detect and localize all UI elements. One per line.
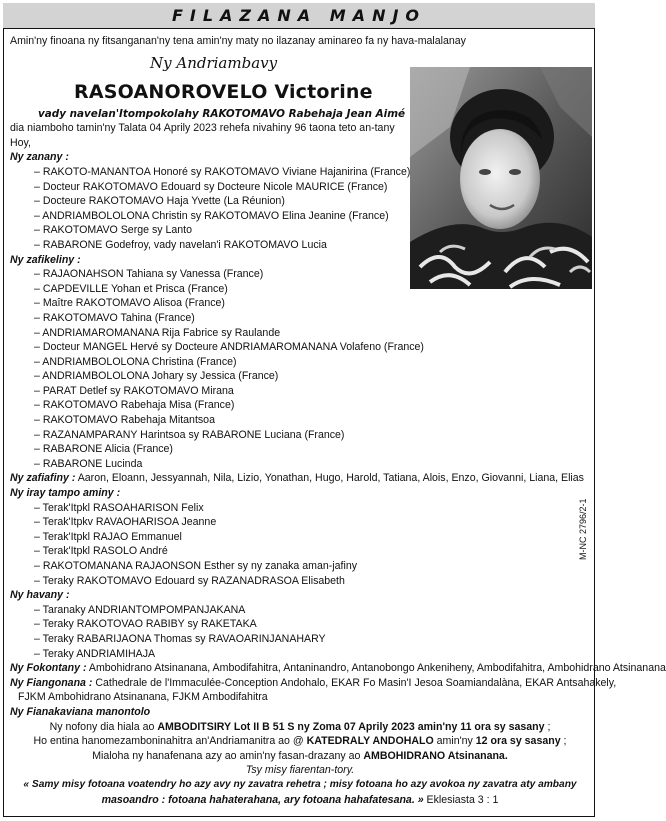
header-title: FILAZANA MANJO: [3, 3, 595, 29]
list-item: – Teraky ANDRIAMIHAJA: [10, 647, 590, 662]
notice-emphasis: KATEDRALY ANDOHALO: [306, 735, 434, 748]
list-item: – Docteur RAKOTOMAVO Edouard sy Docteure Nicole MAURICE (France): [10, 180, 590, 195]
fiangonana-label: Ny Fiangonana :: [10, 676, 93, 689]
list-item: – RAZANAMPARANY Harintsoa sy RABARONE Luciana (France): [10, 428, 590, 443]
fiangonana-text: Cathedrale de l'Immaculée-Conception Andohalo, EKAR Fo Masin'I Jesoa Soamiandalàna, EKAR Antsahakely,: [95, 676, 617, 689]
grandchildren-label: Ny zafikeliny :: [10, 253, 81, 266]
notice-emphasis: 12 ora sy sasany: [475, 735, 561, 748]
list-item: – ANDRIAMAROMANANA Rija Fabrice sy Raulande: [10, 326, 590, 341]
list-item: – RABARONE Alicia (France): [10, 442, 590, 457]
list-item: – RAKOTOMAVO Rabehaja Mitantsoa: [10, 413, 590, 428]
fokontany-line: [10, 661, 666, 676]
list-item: – ANDRIAMBOLOLONA Johary sy Jessica (France): [10, 369, 590, 384]
notice-line-2: [10, 734, 590, 749]
list-item: – RAJAONAHSON Tahiana sy Vanessa (France): [10, 267, 590, 282]
list-item: – RAKOTOMAVO Rabehaja Misa (France): [10, 398, 590, 413]
notice-text: ;: [544, 720, 551, 733]
notice-emphasis: AMBOHIDRANO Atsinanana.: [363, 749, 508, 762]
list-item: – RABARONE Lucinda: [10, 457, 590, 472]
notice-content: [10, 34, 666, 807]
notice-code: M-NC 2796/2-1: [578, 498, 588, 560]
notice-text: Ny nofony dia hiala ao: [49, 720, 158, 733]
list-item: – RAKOTO-MANANTOA Honoré sy RAKOTOMAVO Viviane Hajanirina (France): [10, 165, 590, 180]
great-grandchildren-label: Ny zafiafiny :: [10, 472, 76, 485]
notice-text: Mialoha ny hanafenana azy ao amin'ny fasan-drazany ao: [92, 749, 364, 762]
honorific: Ny Andriambavy: [150, 53, 278, 72]
list-item: – ANDRIAMBOLOLONA Christin sy RAKOTOMAVO Elina Jeanine (France): [10, 209, 590, 224]
notice-line-3: [10, 749, 590, 764]
notice-line-4: Tsy misy fiarentan-tory.: [245, 764, 355, 777]
hoy-line: Hoy,: [10, 136, 31, 149]
list-item: – ANDRIAMBOLOLONA Christina (France): [10, 355, 590, 370]
list-item: – Docteur MANGEL Hervé sy Docteure ANDRIAMAROMANANA Volafeno (France): [10, 340, 590, 355]
fokontany-label: Ny Fokontany :: [10, 662, 87, 675]
notice-line-1: [10, 720, 590, 735]
list-item: – RABARONE Godefroy, vady navelan'i RAKOTOMAVO Lucia: [10, 238, 590, 253]
notice-text: Ho entina hanomezamboninahitra an'Andriamanitra ao @: [33, 735, 307, 748]
list-item: – Terak'Itpkv RAVAOHARISOA Jeanne: [10, 515, 590, 530]
siblings-list: [10, 501, 590, 589]
quote-reference: Eklesiasta 3 : 1: [423, 793, 499, 806]
fiangonana-line-2: FJKM Ambohidrano Atsinanana, FJKM Ambodifahitra: [18, 691, 268, 704]
children-list: [10, 165, 590, 253]
relatives-label: Ny havany :: [10, 589, 70, 602]
list-item: – Terak'Itpkl RASOLO André: [10, 544, 590, 559]
quote-text: masoandro : fotoana hahaterahana, ary fotoana hahafatesana. »: [101, 793, 424, 806]
notice-text: amin'ny: [433, 735, 476, 748]
list-item: – Terak'Itpkl RAJAO Emmanuel: [10, 530, 590, 545]
fiangonana-line: [10, 676, 617, 691]
list-item: – RAKOTOMANANA RAJAONSON Esther sy ny zanaka aman-jafiny: [10, 559, 590, 574]
fianakaviana-label: Ny Fianakaviana manontolo: [10, 705, 151, 718]
notice-text: ;: [560, 735, 567, 748]
list-item: – RAKOTOMAVO Tahina (France): [10, 311, 590, 326]
list-item: – Terak'Itpkl RASOAHARISON Felix: [10, 501, 590, 516]
list-item: – PARAT Detlef sy RAKOTOMAVO Mirana: [10, 384, 590, 399]
list-item: – CAPDEVILLE Yohan et Prisca (France): [10, 282, 590, 297]
quote-line-2: [10, 793, 590, 808]
list-item: – Teraky RABARIJAONA Thomas sy RAVAOARINJANAHARY: [10, 632, 590, 647]
list-item: – Teraky RAKOTOVAO RABIBY sy RAKETAKA: [10, 617, 590, 632]
list-item: – RAKOTOMAVO Serge sy Lanto: [10, 223, 590, 238]
quote-line-1: « Samy misy fotoana voatendry ho azy avy ny zavatra rehetra ; misy fotoana ho azy avokoa ny zavatra aty ambany: [23, 778, 577, 790]
notice-emphasis: AMBODITSIRY Lot II B 51 S ny Zoma 07 Aprily 2023 amin'ny 11 ora sy sasany: [157, 720, 545, 733]
list-item: – Teraky RAKOTOMAVO Edouard sy RAZANADRASOA Elisabeth: [10, 574, 590, 589]
list-item: – Maître RAKOTOMAVO Alisoa (France): [10, 296, 590, 311]
grandchildren-list: [10, 267, 590, 471]
children-label: Ny zanany :: [10, 151, 69, 164]
spouse-line: vady navelan'Itompokolahy RAKOTOMAVO Rabehaja Jean Aimé: [38, 107, 406, 120]
great-grandchildren-text: Aaron, Eloann, Jessyannah, Nila, Lizio, Yonathan, Hugo, Harold, Tatiana, Alois, Enzo, Giovanni, Liana, Elias: [77, 472, 584, 485]
death-line: dia niamboho tamin'ny Talata 04 Aprily 2023 rehefa nivahiny 96 taona teto an-tany: [10, 122, 395, 135]
intro-text: Amin'ny finoana ny fitsanganan'ny tena amin'ny maty no ilazanay aminareo fa ny hava-malalanay: [10, 35, 466, 47]
siblings-label: Ny iray tampo aminy :: [10, 487, 121, 500]
list-item: – Docteure RAKOTOMAVO Haja Yvette (La Réunion): [10, 194, 590, 209]
fokontany-text: Ambohidrano Atsinanana, Ambodifahitra, Antaninandro, Antanobongo Ankeniheny, Ambodifahitra, Ambohidrano Atsinanana: [88, 662, 666, 675]
great-grandchildren-line: [10, 471, 590, 486]
list-item: – Taranaky ANDRIANTOMPOMPANJAKANA: [10, 603, 590, 618]
relatives-list: [10, 603, 590, 661]
deceased-name: RASOANOROVELO Victorine: [74, 80, 373, 103]
